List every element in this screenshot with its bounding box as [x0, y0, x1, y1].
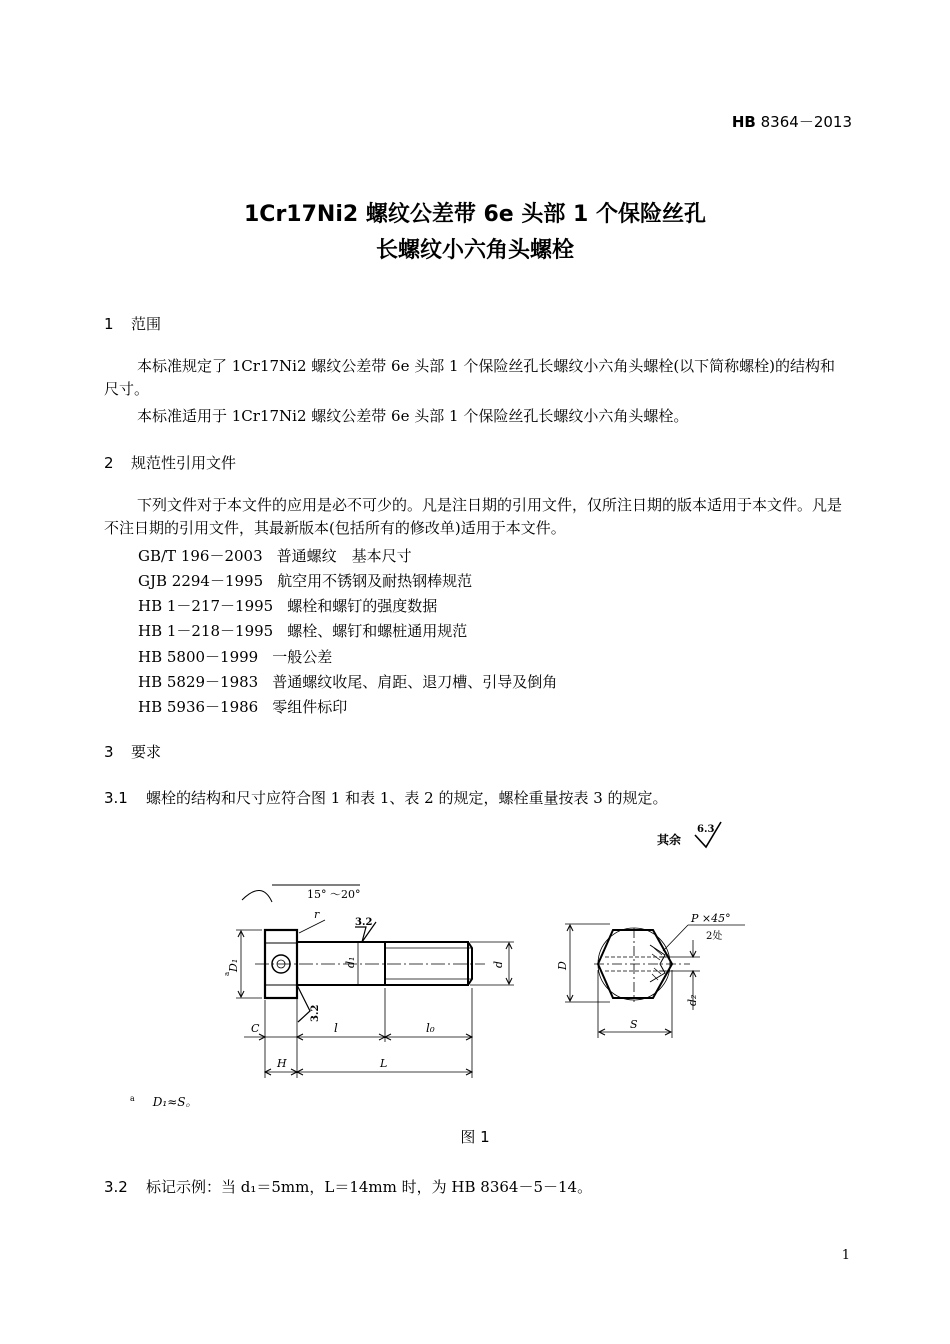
l-label: l [334, 1021, 338, 1035]
roughness-shank-value: 3.2 [355, 917, 373, 928]
clause-number: 3.2 [104, 1178, 128, 1196]
chamfer-label: P ×45° [691, 912, 731, 925]
S-label: S [630, 1018, 638, 1031]
bolt-drawing-figure [0, 810, 950, 1090]
reference-item [138, 545, 412, 566]
section-title: 规范性引用文件 [131, 454, 237, 472]
d2-label: d₂ [686, 994, 699, 1006]
reference-name: 螺栓、螺钉和螺桩通用规范 [287, 622, 468, 640]
angle-label: 15° ～20° [307, 888, 361, 901]
H-label: H [277, 1057, 287, 1070]
roughness-other-value: 6.3 [697, 824, 715, 835]
section-title: 范围 [131, 315, 162, 333]
reference-name: 普通螺纹收尾、肩距、退刀槽、引导及倒角 [272, 673, 558, 691]
standard-code: 8364－2013 [755, 113, 852, 131]
reference-name: 普通螺纹 基本尺寸 [276, 547, 412, 565]
D-label: D [556, 961, 569, 970]
clause-text: 螺栓的结构和尺寸应符合图 1 和表 1、表 2 的规定，螺栓重量按表 3 的规定。 [146, 789, 668, 807]
section-2-paragraph: 下列文件对于本文件的应用是必不可少的。凡是注日期的引用文件，仅所注日期的版本适用于本文件。凡是不注日期的引用文件，其最新版本(包括所有的修改单)适用于本文件。 [104, 496, 843, 537]
section-number: 3 [104, 743, 114, 761]
reference-code: HB 5829－1983 [138, 673, 259, 691]
C-label: C [251, 1022, 260, 1035]
section-1-paragraph-2: 本标准适用于 1Cr17Ni2 螺纹公差带 6e 头部 1 个保险丝孔长螺纹小六角头螺栓。 [137, 407, 689, 425]
section-number: 2 [104, 454, 114, 472]
D1-label: D₁ [227, 958, 240, 972]
d1-label: d₁ [344, 956, 357, 968]
reference-name: 一般公差 [272, 648, 333, 666]
l0-label: l₀ [426, 1021, 435, 1035]
clause-3-2 [104, 1176, 592, 1197]
reference-code: HB 1－218－1995 [138, 622, 274, 640]
d-label: d [492, 960, 505, 968]
reference-name: 零组件标印 [272, 698, 348, 716]
reference-name: 螺栓和螺钉的强度数据 [287, 597, 438, 615]
section-number: 1 [104, 315, 114, 333]
section-title: 要求 [131, 743, 162, 761]
angle-arc [242, 890, 272, 902]
L-label: L [380, 1057, 388, 1070]
reference-name: 航空用不锈钢及耐热钢棒规范 [277, 572, 473, 590]
standard-prefix: HB [731, 113, 756, 131]
clause-number: 3.1 [104, 789, 128, 807]
roughness-head-value: 3.2 [310, 1004, 321, 1022]
bolt-thread-outline [385, 942, 468, 985]
section-1-paragraph-1: 本标准规定了 1Cr17Ni2 螺纹公差带 6e 头部 1 个保险丝孔长螺纹小六角头螺栓(以下简称螺栓)的结构和尺寸。 [104, 357, 836, 398]
reference-code: HB 1－217－1995 [138, 597, 274, 615]
document-title-line2: 长螺纹小六角头螺栓 [375, 238, 574, 263]
reference-item [138, 646, 332, 667]
reference-item [138, 620, 467, 641]
reference-code: HB 5936－1986 [138, 698, 259, 716]
figure-caption: 图 1 [460, 1128, 490, 1146]
reference-code: GB/T 196－2003 [138, 547, 263, 565]
bolt-shank-outline [297, 942, 385, 985]
reference-code: HB 5800－1999 [138, 648, 259, 666]
roughness-other-label: 其余 [657, 833, 682, 847]
reference-item [138, 595, 437, 616]
footnote-mark: a [130, 1094, 135, 1103]
reference-code: GJB 2294－1995 [138, 572, 264, 590]
figure-footnote [130, 1093, 198, 1110]
page-number: 1 [841, 1248, 850, 1263]
section-2-heading [104, 452, 236, 473]
reference-item [138, 671, 557, 692]
reference-item [138, 696, 347, 717]
footnote-text: D₁≈S。 [152, 1095, 198, 1109]
document-title-line1: 1Cr17Ni2 螺纹公差带 6e 头部 1 个保险丝孔 [243, 202, 706, 227]
section-3-heading [104, 741, 161, 762]
reference-item [138, 570, 472, 591]
clause-text: 标记示例：当 d₁＝5mm，L＝14mm 时，为 HB 8364－5－14。 [146, 1178, 593, 1196]
standard-number-header [732, 111, 852, 132]
section-1-heading [104, 313, 161, 334]
clause-3-1 [104, 787, 668, 808]
chamfer-two-places: 2处 [706, 931, 723, 942]
D1-footnote-mark: a [223, 971, 231, 976]
radius-label: r [314, 908, 320, 921]
